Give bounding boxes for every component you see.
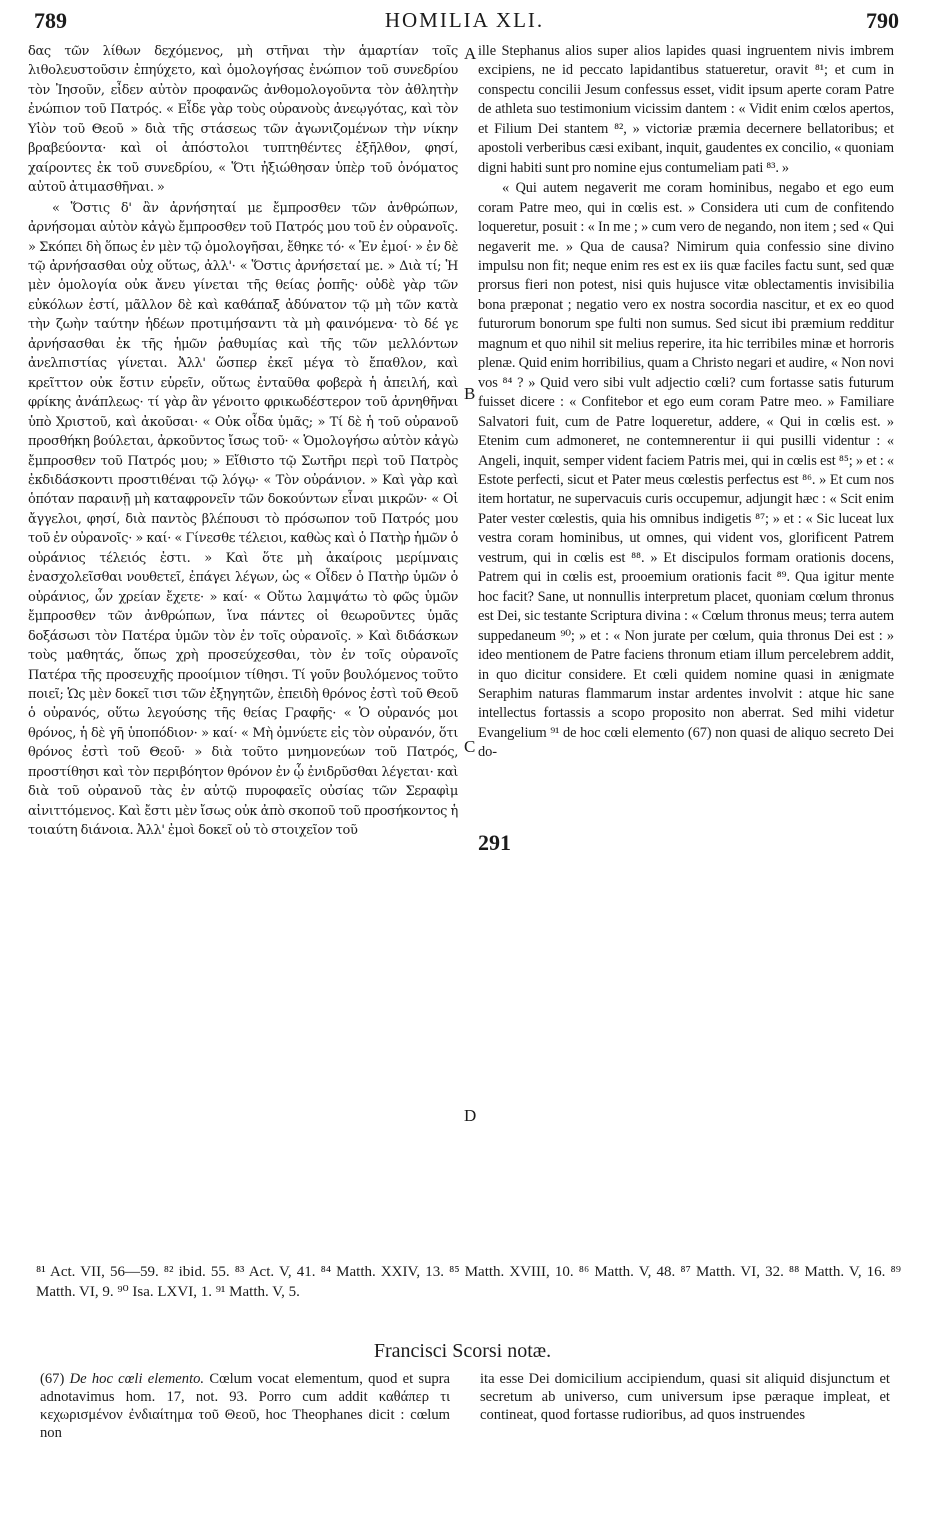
note-text: Cœlum vocat elementum, quod et supra adnotavimus hom. 17, not. 93. Porro cum addit καθάπερ τι κεχωρισμένον ἐνδιαίτημα τοῦ Θεοῦ, hoc Theophanes dicit : cœlum non (40, 1371, 451, 1441)
latin-column (478, 42, 894, 763)
margin-marker-b: B (464, 384, 476, 403)
margin-marker-c: C (464, 737, 476, 756)
notes-title: Francisci Scorsi notæ. (373, 1340, 552, 1362)
footnote-references: ⁸¹ Act. VII, 56—59. ⁸² ibid. 55. ⁸³ Act. V, 41. ⁸⁴ Matth. XXIV, 13. ⁸⁵ Matth. XVIII, 10. ⁸⁶ Matth. V, 48. ⁸⁷ Matth. VI, 32. ⁸⁸ Matth. V, 16. ⁸⁹ Matth. VI, 9. ⁹⁰ Isa. LXVI, 1. ⁹¹ Matth. V, 5. (36, 1264, 901, 1300)
margin-marker-a: A (464, 44, 477, 63)
note-lemma: De hoc cœli elemento. (69, 1371, 205, 1387)
running-title: HOMILIA XLI. (384, 8, 545, 32)
notes-left-column (40, 1370, 450, 1442)
latin-paragraph: ille Stephanus alios super alios lapides quasi ingruentem nivis imbrem excipiens, ne id peccato lapidantibus statueretur, oravit ⁸¹; et cum in conspectu concilii Jesum confessus esset, vidit ipsum aperte coram Patre de athleta suo testimonium vicissim dantem : « Vidit enim cœlos apertos, et Filium Dei stantem ⁸², » victoriæ præmia decernere bellatoribus; et apostoli verberibus cæsi exibant, inquit, gaudentes ex concilio, « quoniam digni habiti sunt pro nomine ejus contumeliam pati ⁸³. » (478, 43, 894, 176)
notes-right-column: ita esse Dei domicilium accipiendum, quasi sit aliquid disjunctum et secretum ab universo, cum universum ipse pæraque impleat, et contineat, quod fortasse rudioribus, ad quos instruendes (480, 1371, 890, 1423)
latin-paragraph: « Qui autem negaverit me coram hominibus, negabo et ego eum coram Patre meo, qui in cœlis est. » Considera uti cum de confitendo loqueretur, posuit : « In me ; » cum vero de negando, non item ; sed « Qui negaverit me. » Qua de causa? Nimirum quia confessio sine divino impulsu non fit; neque enim res est ex iis quæ faciles factu sunt, sed quæ prorsus fieri non potest, nisi quis hujusce vitæ oblectamentis invisibilia bona præponat ; negatio vero ex nostra socordia nascitur, et ex eo quod futurorum bonorum spe fulti non sumus. Sed sicut ibi præmium redditur magnum et quo nihil sit melius reperire, ita hic terribiles minæ et horroris plenæ. Quid enim horribilius, quam a Christo negari et audire, « Non novi vos ⁸⁴ ? » Quid vero sibi vult adjectio cœli? cum fortasse satis futurum fuisset dicere : « Confitebor et ego eum coram Patre meo. » Familiare Salvatori fuit, cum de Patre loqueretur, addere, « Qui in cœlis est. » Etenim cum admoneret, ne contemnerentur ii qui pusilli videntur : « Angeli, inquit, semper vident faciem Patris mei, qui in cœlis est ⁸⁵; » et : « Estote perfecti, sicut et Pater meus cœlestis perfectus est ⁸⁶. » Et cum nos item hortatur, ne supervacuis curis occupemur, adjungit hæc : « Scit enim Pater vester cœlestis, quia his omnibus indigetis ⁸⁷; » et : « Sic luceat lux vestra coram hominibus, ut omnes, qui vident vos, glorificent Patrem vestrum, qui in cœlis est ⁸⁸. » Et discipulos formam orationis docens, Patrem qui in cœlis est, prooemium orationis facit ⁸⁹. Qua igitur mente hoc facit? Sane, ut nonnullis interpretum placet, quoniam cœlum thronus est Dei, sic testante Scriptura divina : « Cœlum thronus meus; terra autem suppedaneum ⁹⁰; » et : « Non jurate per cœlum, quia thronus Dei est : » ideo mentionem de Patre faciens thronum etiam illum percelebrem addit, in quo dicitur considere. Et cœli quidem nomine quasi in ænigmate Seraphim naturas flammarum instar ardentes involvit : atque hic sane intellectus fortassis a scopo proposito non aberrat. Sed mihi videtur Evangelium ⁹¹ de hoc cœli elemento (67) non quasi de aliquo secreto Dei do- (478, 180, 894, 761)
page-number-right: 790 (866, 8, 899, 33)
page-number-left: 789 (34, 8, 67, 33)
greek-paragraph: δας τῶν λίθων δεχόμενος, μὴ στῆναι τὴν ἁμαρτίαν τοῖς λιθολευστοῦσιν ἐπηύχετο, καὶ ὁμολογήσας ἐνώπιον τοῦ συνεδρίου τὸν Ἰησοῦν, εἶδεν αὐτὸν προφανῶς ἀνθομολογοῦντα τὸν ἀθλητὴν ἐνώπιον τοῦ Πατρός. « Εἶδε γὰρ τοὺς οὐρανοὺς ἀνεῳγότας, καὶ τὸν Υἱὸν τοῦ Θεοῦ » διὰ τῆς στάσεως τῶν ἀγωνιζομένων τὴν νίκην βραβεύοντα· καὶ οἱ ἀπόστολοι τυπτηθέντες ἐξῆλθον, φησί, χαίροντες ἐκ τοῦ συνεδρίου, « Ὅτι ἠξιώθησαν ὑπὲρ τοῦ ὀνόματος αὐτοῦ ἀτιμασθῆναι. » (28, 44, 458, 196)
running-header (26, 6, 903, 38)
greek-paragraph: « Ὅστις δ' ἂν ἀρνήσηταί με ἔμπροσθεν τῶν ἀνθρώπων, ἀρνήσομαι αὐτὸν κἀγὼ ἔμπροσθεν τοῦ Πατρός μου τοῦ ἐν οὐρανοῖς. » Σκόπει δὴ ὅπως ἐν μὲν τῷ ὁμολογῆσαι, ἔθηκε τό· « Ἐν ἐμοί· » ἐν δὲ τῷ ἀρνήσασθαι οὐχ οὕτως, ἀλλ'· « Ὅστις ἀρνήσεταί με. » Διὰ τί; Ἡ μὲν ὁμολογία οὐκ ἄνευ γίνεται τῆς θείας ῥοπῆς· οὐδὲ γὰρ τῶν εὐκόλων ἐστί, μᾶλλον δὲ καὶ καθάπαξ ἀδύνατον τῷ μὴ τῶν κατὰ τὴν ζωὴν ταύτην ἡδέων προτιμήσαντι τὰ μὴ φαινόμενα· τὸ δέ γε ἀρνήσασθαι ἐκ τῆς ἡμῶν ῥαθυμίας καὶ τῆς τῶν μελλόντων ἀνελπιστίας γίνεται. Ἀλλ' ὥσπερ ἐκεῖ μέγα τὸ ἔπαθλον, καὶ κρεῖττον οὐκ ἔστιν εὑρεῖν, οὕτως ἐνταῦθα φοβερὰ ἡ ἀπειλή, καὶ φρίκης ἀνάπλεως· τί γὰρ ἂν γένοιτο φρικωδέστερον τοῦ ἀρνηθῆναι ὑπὸ Χριστοῦ, καὶ ἀκοῦσαι· « Οὐκ οἶδα ὑμᾶς; » Τί δὲ ἡ τοῦ οὐρανοῦ προσθήκη βούλεται, ἀρκοῦντος ἴσως τοῦ· « Ὁμολογήσω αὐτὸν κἀγὼ ἔμπροσθεν τοῦ Πατρός μου; » Εἴθιστο τῷ Σωτῆρι περὶ τοῦ Πατρὸς ἐκδιδάσκοντι προστιθέναι τῷ λόγῳ· « Τὸν οὐράνιον. » Καὶ γὰρ καὶ ὁπόταν παραινῇ μὴ καταφρονεῖν τῶν δοκούντων εἶναι μικρῶν· « Οἱ ἄγγελοι, φησί, διὰ παντὸς βλέπουσι τὸ πρόσωπον τοῦ Πατρός μου τοῦ ἐν οὐρανοῖς· » καί· « Γίνεσθε τέλειοι, καθὼς καὶ ὁ Πατὴρ ἡμῶν ὁ οὐράνιος τέλειός ἐστι. » Καὶ ὅτε μὴ ἀκαίροις μερίμναις ἐνασχολεῖσθαι νουθετεῖ, ἐπάγει λέγων, ὡς « Οἶδεν ὁ Πατὴρ ὑμῶν ὁ οὐράνιος, ὧν χρείαν ἔχετε· » καί· « Οὕτω λαμψάτω τὸ φῶς ὑμῶν ἔμπροσθεν τῶν ἀνθρώπων, ἵνα πάντες οἱ θεωροῦντες ὑμᾶς δοξάσωσι τὸν Πατέρα ὑμῶν τὸν ἐν τοῖς οὐρανοῖς. » Καὶ διδάσκων τοὺς μαθητάς, ὅπως χρὴ προσεύχεσθαι, τὸν ἐν τοῖς οὐρανοῖς Πατέρα τῆς προσευχῆς προοίμιον τίθησι. Τί γοῦν βουλόμενος τοῦτο ποιεῖ; Ὡς μὲν δοκεῖ τισι τῶν ἐξηγητῶν, ἐπειδὴ θρόνος ἐστὶ τοῦ Θεοῦ ὁ οὐρανός, οὕτω λεγούσης τῆς θείας Γραφῆς· « Ὁ οὐρανός μοι θρόνος, ἡ δὲ γῆ ὑποπόδιον· » καί· « Μὴ ὀμνύετε εἰς τὸν οὐρανόν, ὅτι θρόνος ἐστὶ τοῦ Θεοῦ· » διὰ τοῦτο μνημονεύων τοῦ Πατρός, προστίθησι καὶ τὸν περιβόητον θρόνον ἐν ᾧ ἐνιδρῦσθαι λέγεται· καὶ διὰ τοῦ οὐρανοῦ τὰς ἐν αὐτῷ πυροφαεῖς οὐσίας τῶν Σεραφὶμ αἰνιττόμενος. Καὶ ἔστι μὲν ἴσως οὐκ ἀπὸ σκοποῦ τοῦ προσήκοντος ἡ τοιαύτη διάνοια. Ἀλλ' ἐμοὶ δοκεῖ οὐ τὸ στοιχεῖον τοῦ (28, 200, 458, 839)
margin-marker-d: D (464, 1106, 477, 1125)
column-number: 291 (478, 830, 517, 856)
greek-column (28, 42, 458, 841)
note-number: (67) (40, 1371, 65, 1387)
